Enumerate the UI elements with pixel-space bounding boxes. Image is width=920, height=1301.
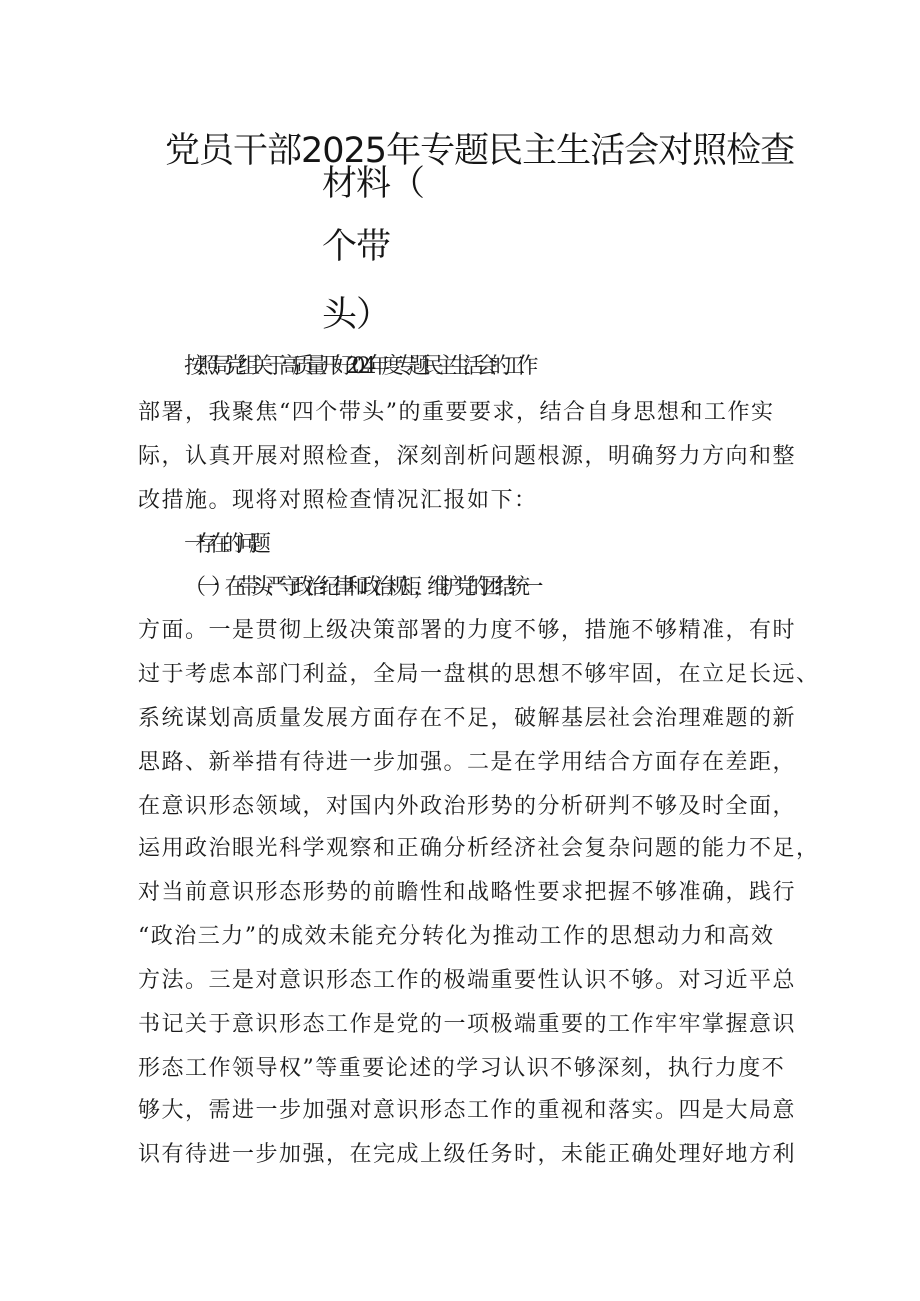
body-line: 方法。三是对意识形态工作的极端重要性认识不够。对习近平总 [138,968,797,993]
document-title-line-1: 党员干部2025年专题民主生活会对照检查 [165,131,795,171]
body-line: 方面。一是贯彻上级决策部署的力度不够，措施不够精准，有时 [138,618,797,643]
body-line: 系统谋划高质量发展方面存在不足，破解基层社会治理难题的新 [138,706,797,731]
document-title-line-4: 头） [322,295,391,335]
body-line: 书记关于意识形态工作是党的一项极端重要的工作牢牢掌握意识 [138,1012,797,1037]
body-line: （一）在带头严守政治纪律和政治规矩，维护党的团结统一 [184,575,536,600]
document-title-line-3: 个带 [322,227,391,267]
section-heading: 一'存在的问题 [184,532,263,557]
body-line: 过于考虑本部门利益，全局一盘棋的思想不够牢固，在立足长远、 [138,662,820,687]
body-line: “政治三力”的成效未能充分转化为推动工作的思想动力和高效 [138,924,775,949]
body-line: 在意识形态领域，对国内外政治形势的分析研判不够及时全面， [138,794,797,819]
body-line: 按照局党组关于高质量开好2024年度专题民主生活会的工作 [184,354,530,379]
body-line: 改措施。现将对照检查情况汇报如下： [138,488,538,513]
document-title-line-2: 材料（ [322,164,425,204]
body-line: 际，认真开展对照检查，深刻剖析问题根源，明确努力方向和整 [138,444,797,469]
body-line: 部署，我聚焦“四个带头”的重要要求，结合自身思想和工作实 [138,400,775,425]
body-line: 够大，需进一步加强对意识形态工作的重视和落实。四是大局意 [138,1098,797,1123]
body-line: 形态工作领导权”等重要论述的学习认识不够深刻，执行力度不 [138,1056,786,1081]
body-line: 识有待进一步加强，在完成上级任务时，未能正确处理好地方利 [138,1142,797,1167]
body-line: 对当前意识形态形势的前瞻性和战略性要求把握不够准确，践行 [138,880,797,905]
body-line: 思路、新举措有待进一步加强。二是在学用结合方面存在差距， [138,750,797,775]
body-line: 运用政治眼光科学观察和正确分析经济社会复杂问题的能力不足， [138,836,820,861]
